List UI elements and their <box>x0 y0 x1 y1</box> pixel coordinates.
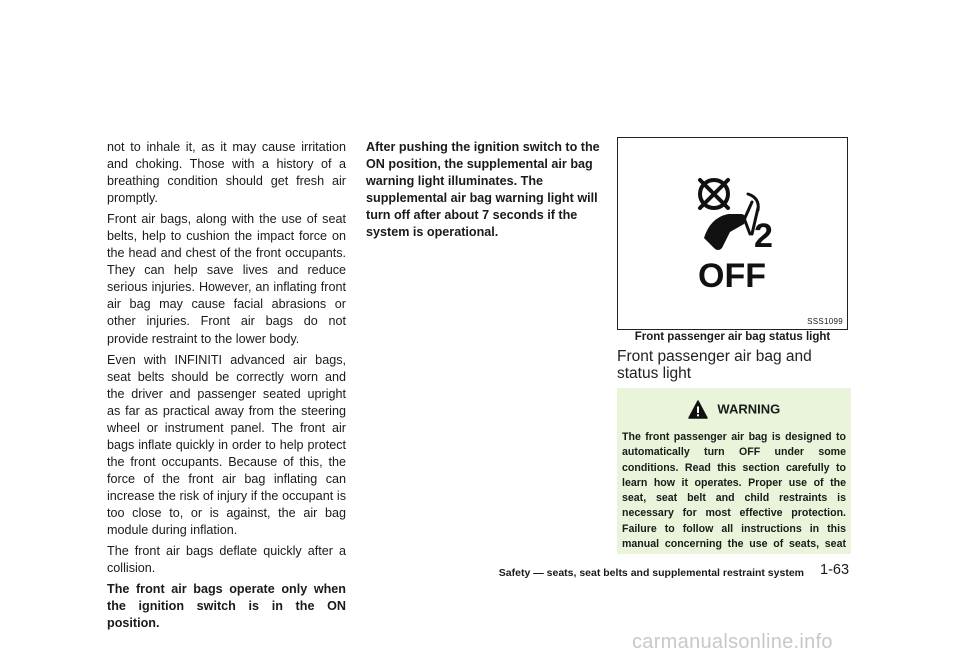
footer-section-title: Safety — seats, seat belts and supplemental restraint system <box>498 567 804 579</box>
watermark: carmanualsonline.info <box>632 631 833 653</box>
section-heading: Front passenger air bag and status light <box>617 348 812 382</box>
warning-header <box>617 396 851 423</box>
figure-code: SSS1099 <box>807 317 843 326</box>
bold-paragraph: The front air bags operate only when the ignition switch is in the ON position. <box>107 582 346 631</box>
passenger-airbag-off-icon <box>618 138 847 329</box>
paragraph: Front air bags, along with the use of seat belts, help to cushion the impact force on the head and chest of the front occupants. They can help save lives and reduce serious injuries. However, an inflating front air bag may cause facial abrasions or other injuries. Front air bags do not provide restraint to the lower body. <box>107 212 346 346</box>
text-column-middle <box>366 139 601 245</box>
bold-paragraph: After pushing the ignition switch to the ON position, the supplemental air bag warning light illuminates. The supplemental air bag warning light will turn off after about 7 seconds if the system is operational. <box>366 140 600 240</box>
figure-off-label: OFF <box>698 257 766 295</box>
warning-title: WARNING <box>717 401 781 417</box>
figure-digit: 2 <box>754 217 773 255</box>
text-column-left <box>107 139 346 636</box>
figure-caption: Front passenger air bag status light <box>634 331 831 343</box>
paragraph: The front air bags deflate quickly after a collision. <box>107 544 346 576</box>
warning-text: The front passenger air bag is designed to automatically turn OFF under some conditions. Read this section carefully to learn how it operates. Proper use of the seat, seat belt and child restraints is necessary for most effective protection. Failure to follow all instructions in this manual concerning the use of seats, seat <box>622 431 846 551</box>
warning-box <box>617 388 851 554</box>
warning-triangle-icon <box>688 400 708 419</box>
figure-status-light <box>617 137 848 330</box>
paragraph: Even with INFINITI advanced air bags, seat belts should be correctly worn and the driver and passenger seated upright as far as practical away from the steering wheel or instrument panel. The front air bags inflate quickly in order to help protect the front occupants. Because of this, the force of the front air bag inflating can increase the risk of injury if the occupant is too close to, or is against, the air bag module during inflation. <box>107 352 346 538</box>
paragraph: not to inhale it, as it may cause irritation and choking. Those with a history of a breathing condition should get fresh air promptly. <box>107 140 346 206</box>
page-number: 1-63 <box>820 562 850 578</box>
